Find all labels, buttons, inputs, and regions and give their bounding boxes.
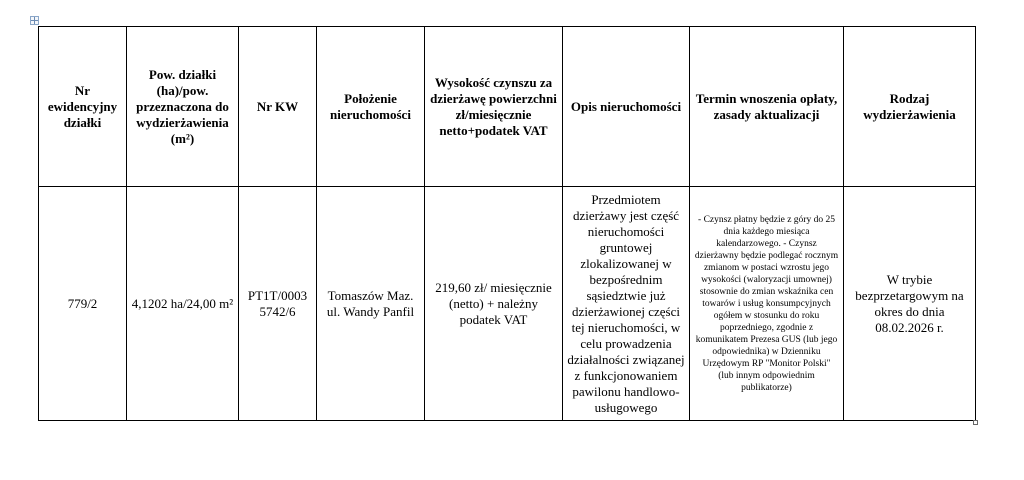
- cell-area: 4,1202 ha/24,00 m²: [127, 187, 239, 421]
- cell-rent: 219,60 zł/ miesięcznie (netto) + należny podatek VAT: [425, 187, 563, 421]
- table-row: [39, 187, 976, 421]
- cell-location: Tomaszów Maz. ul. Wandy Panfil: [317, 187, 425, 421]
- header-rent: Wysokość czynszu za dzierżawę powierzchni zł/miesięcznie netto+podatek VAT: [425, 27, 563, 187]
- cell-type: W trybie bezprzetargowym na okres do dnia 08.02.2026 r.: [844, 187, 976, 421]
- cell-nr: 779/2: [39, 187, 127, 421]
- header-description: Opis nieruchomości: [563, 27, 690, 187]
- cell-description: Przedmiotem dzierżawy jest część nieruchomości gruntowej zlokalizowanej w bezpośrednim sąsiedztwie już dzierżawionej części tej nieruchomości, w celu prowadzenia działalności związanej z funkcjonowaniem pawilonu handlowo-usługowego: [563, 187, 690, 421]
- header-type: Rodzaj wydzierżawienia: [844, 27, 976, 187]
- cell-kw: PT1T/0003 5742/6: [239, 187, 317, 421]
- header-location: Położenie nieruchomości: [317, 27, 425, 187]
- header-kw: Nr KW: [239, 27, 317, 187]
- cell-terms: - Czynsz płatny będzie z góry do 25 dnia każdego miesiąca kalendarzowego. - Czynsz dzierżawny będzie podlegać rocznym zmianom w postaci wzrostu jego wysokości (waloryzacji umownej) stosownie do zmian wskaźnika cen towarów i usług konsumpcyjnych ogółem w stosunku do roku poprzedniego, zgodnie z komunikatem Prezesa GUS (lub jego odpowiednika) w Dzienniku Urzędowym RP "Monitor Polski" (lub innym odpowiednim publikatorze): [690, 187, 844, 421]
- header-terms: Termin wnoszenia opłaty, zasady aktualizacji: [690, 27, 844, 187]
- table-resize-handle[interactable]: [973, 420, 978, 425]
- header-row: [39, 27, 976, 187]
- lease-table: [38, 26, 976, 421]
- header-nr: Nr ewidencyjny działki: [39, 27, 127, 187]
- table-move-handle[interactable]: [30, 16, 39, 25]
- header-area: Pow. działki (ha)/pow. przeznaczona do wydzierżawienia (m²): [127, 27, 239, 187]
